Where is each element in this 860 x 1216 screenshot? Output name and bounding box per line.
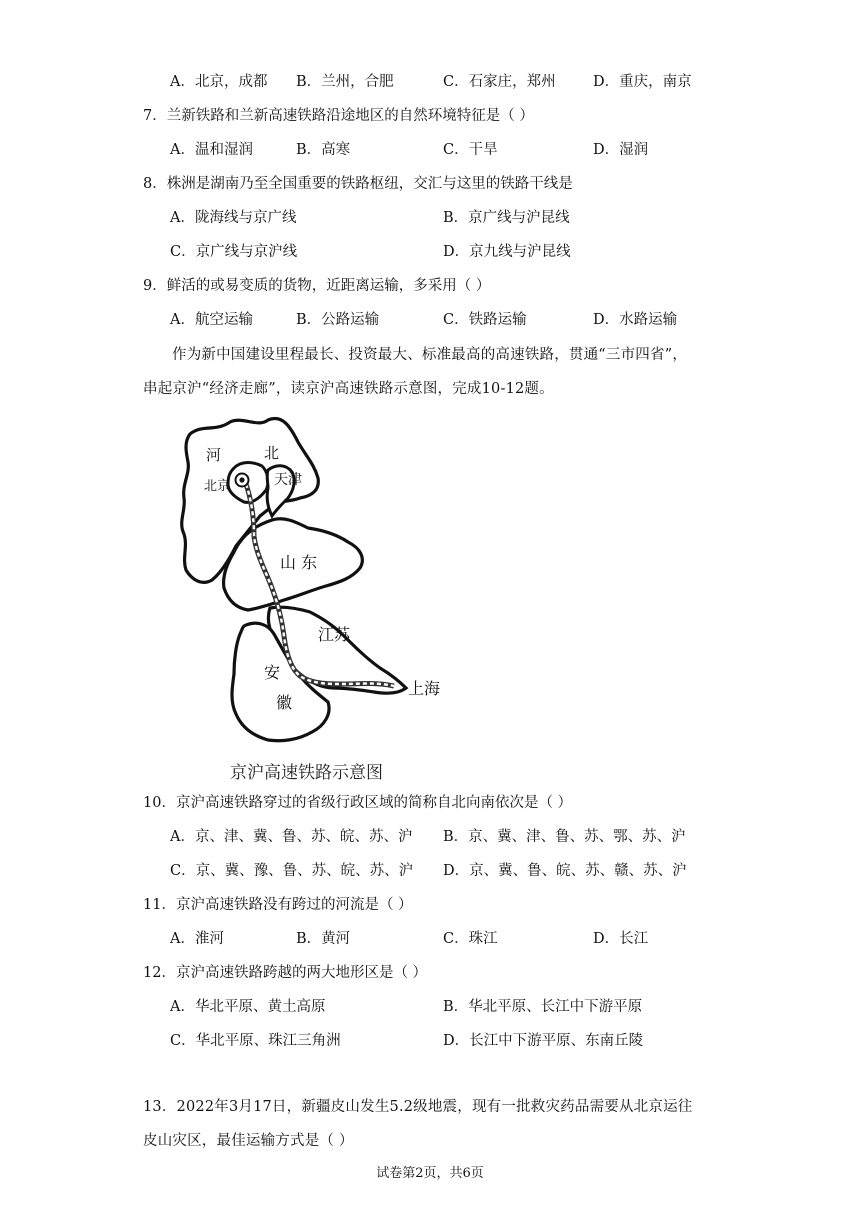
q9-option-b: B．公路运输: [296, 312, 380, 328]
q13-line-2: 皮山灾区，最佳运输方式是（ ）: [143, 1133, 354, 1149]
q8-option-a: A．陇海线与京广线: [170, 210, 297, 226]
label-jiangsu: 江苏: [318, 625, 351, 644]
page-footer: 试卷第2页，共6页: [376, 1166, 484, 1181]
q10-option-a: A．京、津、冀、鲁、苏、皖、苏、沪: [170, 829, 413, 845]
label-bei: 北: [264, 444, 280, 462]
q9-option-a: A．航空运输: [170, 312, 253, 328]
q8-option-c: C．京广线与京沪线: [170, 244, 298, 260]
q11-option-c: C．珠江: [443, 931, 498, 947]
q6-option-d: D．重庆，南京: [593, 74, 692, 90]
q10-stem: 10．京沪高速铁路穿过的省级行政区域的简称自北向南依次是（ ）: [143, 795, 573, 811]
railway-map-svg: [172, 412, 472, 752]
q11-stem: 11．京沪高速铁路没有跨过的河流是（ ）: [143, 897, 413, 913]
q10-option-b: B．京、冀、津、鲁、苏、鄂、苏、沪: [443, 829, 686, 845]
q6-option-c: C．石家庄，郑州: [443, 74, 556, 90]
q12-stem: 12．京沪高速铁路跨越的两大地形区是（ ）: [143, 965, 428, 981]
q10-option-c: C．京、冀、豫、鲁、苏、皖、苏、沪: [170, 863, 414, 879]
label-beijing: 北京: [204, 479, 231, 494]
passage-line-2: 串起京沪“经济走廊”，读京沪高速铁路示意图，完成10-12题。: [143, 381, 554, 397]
q13-line-1: 13．2022年3月17日，新疆皮山发生5.2级地震，现有一批救灾药品需要从北京运往: [143, 1099, 693, 1115]
q7-option-b: B．高寒: [296, 142, 351, 158]
passage-line-1: 作为新中国建设里程最长、投资最大、标准最高的高速铁路，贯通“三市四省”，: [172, 347, 688, 363]
label-hui: 徽: [276, 693, 293, 712]
q6-option-b: B．兰州，合肥: [296, 74, 394, 90]
q7-option-d: D．湿润: [593, 142, 649, 158]
q11-option-d: D．长江: [593, 931, 649, 947]
q7-stem: 7．兰新铁路和兰新高速铁路沿途地区的自然环境特征是（ ）: [143, 108, 534, 124]
q7-option-a: A．温和湿润: [170, 142, 253, 158]
q12-option-a: A．华北平原、黄土高原: [170, 999, 326, 1015]
railway-map: [172, 412, 472, 752]
q12-option-d: D．长江中下游平原、东南丘陵: [443, 1033, 644, 1049]
q12-option-b: B．华北平原、长江中下游平原: [443, 999, 643, 1015]
q8-stem: 8．株洲是湖南乃至全国重要的铁路枢纽，交汇与这里的铁路干线是: [143, 176, 573, 192]
q7-option-c: C．干旱: [443, 142, 498, 158]
q9-option-d: D．水路运输: [593, 312, 678, 328]
q6-option-a: A．北京，成都: [170, 74, 268, 90]
q8-option-d: D．京九线与沪昆线: [443, 244, 571, 260]
q12-option-c: C．华北平原、珠江三角洲: [170, 1033, 341, 1049]
q11-option-a: A．淮河: [170, 931, 224, 947]
label-he: 河: [206, 446, 222, 464]
label-an: 安: [264, 663, 281, 682]
q9-option-c: C．铁路运输: [443, 312, 527, 328]
q10-option-d: D．京、冀、鲁、皖、苏、赣、苏、沪: [443, 863, 687, 879]
q11-option-b: B．黄河: [296, 931, 351, 947]
q9-stem: 9．鲜活的或易变质的货物，近距离运输，多采用（ ）: [143, 278, 491, 294]
q8-option-b: B．京广线与沪昆线: [443, 210, 570, 226]
map-caption: 京沪高速铁路示意图: [230, 763, 383, 783]
beijing-marker-inner: [239, 477, 244, 482]
label-shandong: 山 东: [280, 553, 318, 572]
label-tianjin: 天津: [274, 472, 302, 488]
label-shanghai: 上海: [408, 679, 441, 698]
